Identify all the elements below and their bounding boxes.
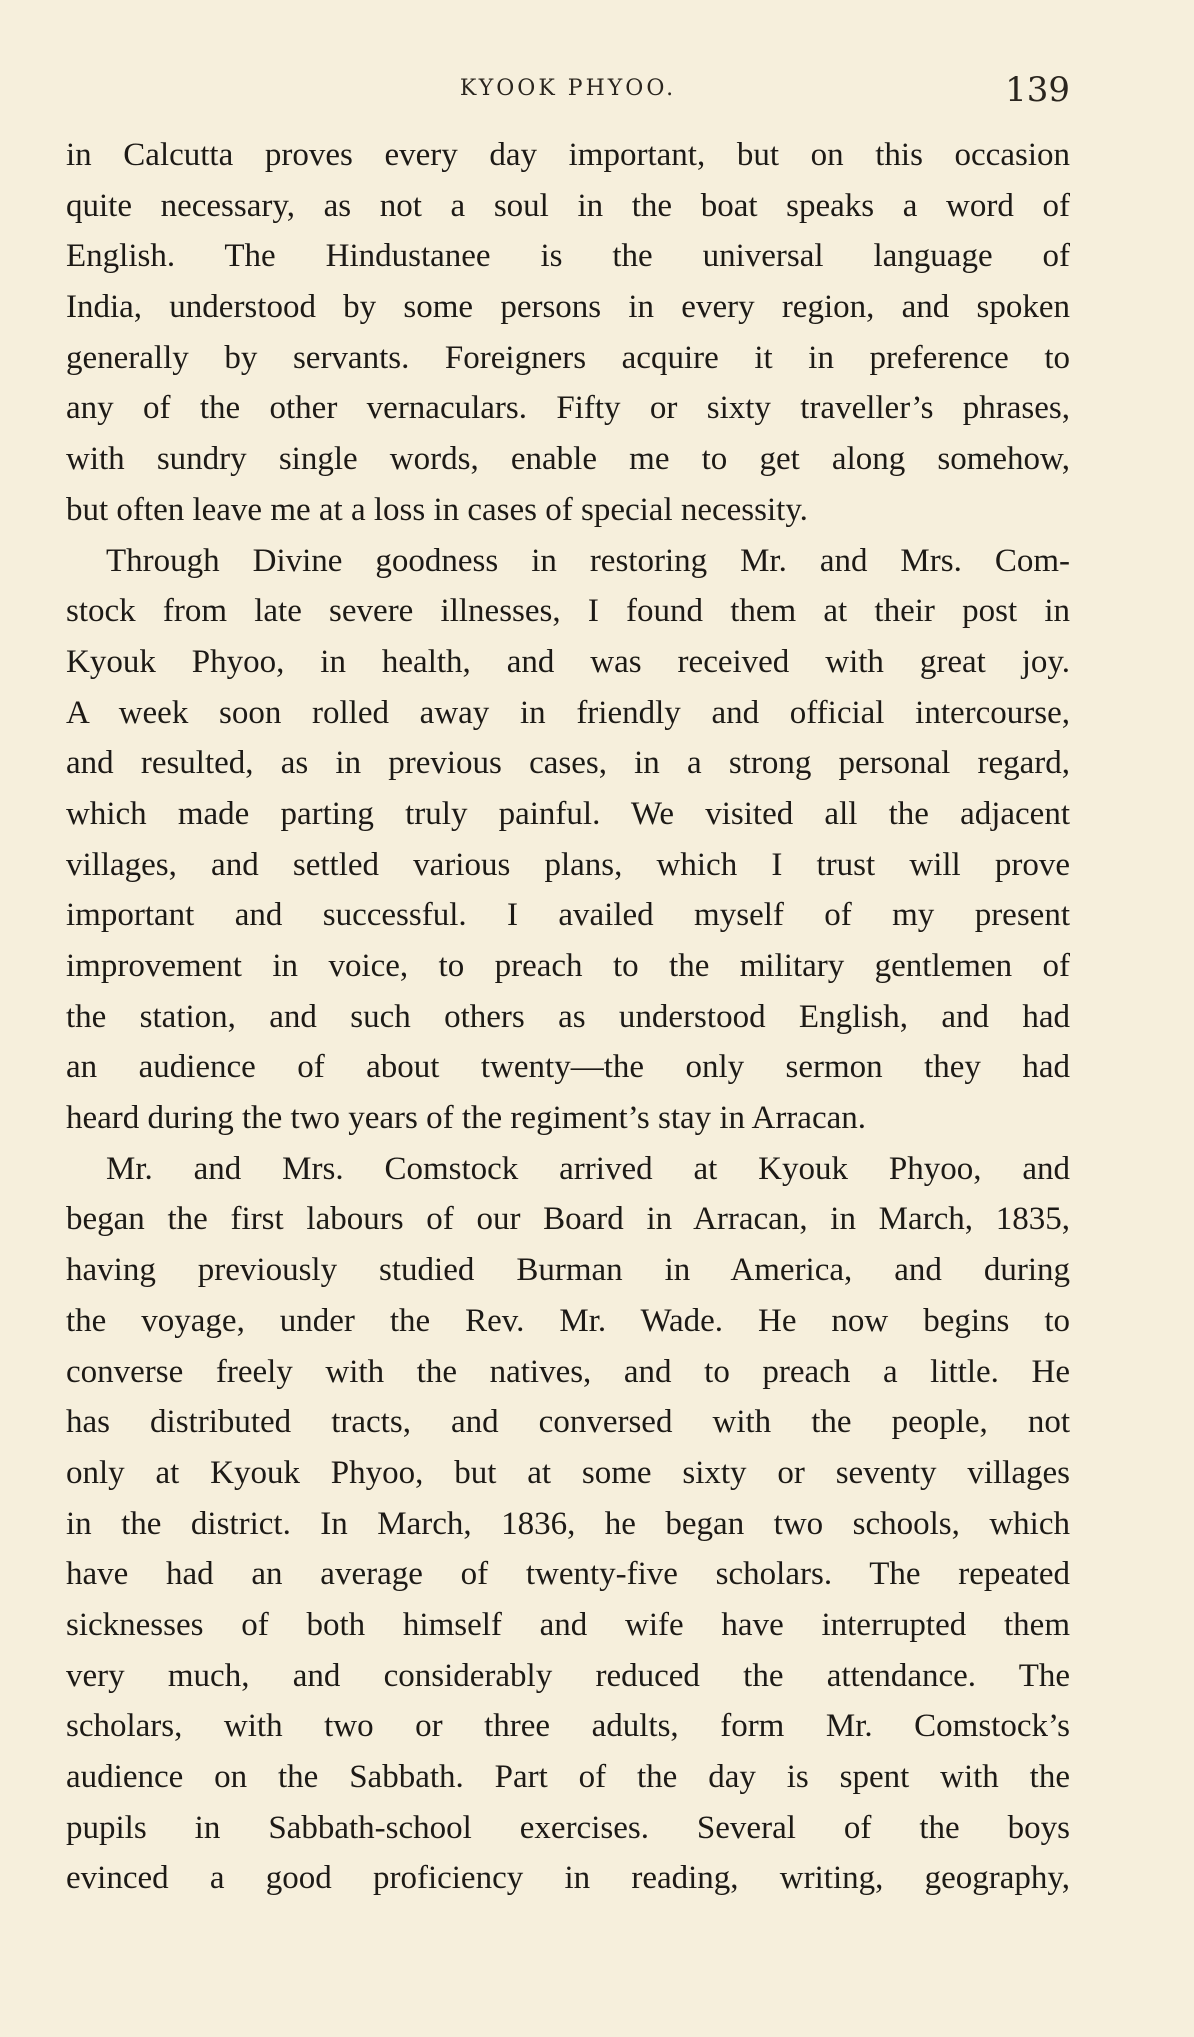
text-line: English. The Hindustanee is the universal language of (66, 238, 1070, 275)
text-line: but often leave me at a loss in cases of special necessity. (66, 491, 808, 528)
body-text (66, 130, 1070, 1904)
text-line: stock from late severe illnesses, I found them at their post in (66, 593, 1070, 630)
text-line: heard during the two years of the regiment’s stay in Arracan. (66, 1100, 866, 1137)
text-line: Mr. and Mrs. Comstock arrived at Kyouk Phyoo, and (106, 1150, 1070, 1187)
text-line: any of the other vernaculars. Fifty or sixty traveller’s phrases, (66, 390, 1070, 427)
text-line: with sundry single words, enable me to get along somehow, (66, 441, 1070, 478)
text-line: A week soon rolled away in friendly and official intercourse, (66, 694, 1070, 731)
text-line: only at Kyouk Phyoo, but at some sixty or seventy villages (66, 1454, 1070, 1491)
text-line: very much, and considerably reduced the attendance. The (66, 1657, 1070, 1694)
text-line: scholars, with two or three adults, form Mr. Comstock’s (66, 1708, 1070, 1745)
text-line: improvement in voice, to preach to the military gentlemen of (66, 948, 1070, 984)
text-line: the voyage, under the Rev. Mr. Wade. He now begins to (66, 1302, 1070, 1339)
text-line: quite necessary, as not a soul in the boat speaks a word of (66, 187, 1070, 224)
text-line: generally by servants. Foreigners acquire it in preference to (66, 339, 1070, 376)
text-line: the station, and such others as understood English, and had (66, 998, 1070, 1035)
text-line: having previously studied Burman in America, and during (66, 1252, 1070, 1289)
text-line: Kyouk Phyoo, in health, and was received with great joy. (66, 643, 1070, 680)
text-line: Through Divine goodness in restoring Mr. and Mrs. Com- (106, 542, 1070, 579)
text-line: in the district. In March, 1836, he began two schools, which (66, 1505, 1070, 1542)
text-line: has distributed tracts, and conversed with the people, not (66, 1404, 1070, 1441)
text-line: evinced a good proficiency in reading, writing, geography, (66, 1860, 1070, 1897)
text-line: converse freely with the natives, and to preach a little. He (66, 1353, 1070, 1390)
text-line: India, understood by some persons in every region, and spoken (66, 289, 1070, 326)
running-head (66, 70, 1070, 114)
text-line: which made parting truly painful. We visited all the adjacent (66, 795, 1070, 832)
text-line: began the first labours of our Board in Arracan, in March, 1835, (66, 1201, 1070, 1238)
text-line: have had an average of twenty-five scholars. The repeated (66, 1556, 1070, 1593)
running-title: KYOOK PHYOO. (459, 76, 677, 101)
text-line: and resulted, as in previous cases, in a strong personal regard, (66, 745, 1070, 782)
text-line: sicknesses of both himself and wife have interrupted them (66, 1606, 1070, 1643)
text-line: audience on the Sabbath. Part of the day is spent with the (66, 1759, 1070, 1795)
text-line: important and successful. I availed myself of my present (66, 897, 1070, 934)
page-number: 139 (1005, 70, 1070, 110)
text-line: an audience of about twenty—the only sermon they had (66, 1049, 1070, 1086)
text-line: villages, and settled various plans, which I trust will prove (66, 846, 1070, 883)
text-line: in Calcutta proves every day important, but on this occasion (66, 137, 1070, 173)
text-line: pupils in Sabbath-school exercises. Several of the boys (66, 1809, 1070, 1846)
